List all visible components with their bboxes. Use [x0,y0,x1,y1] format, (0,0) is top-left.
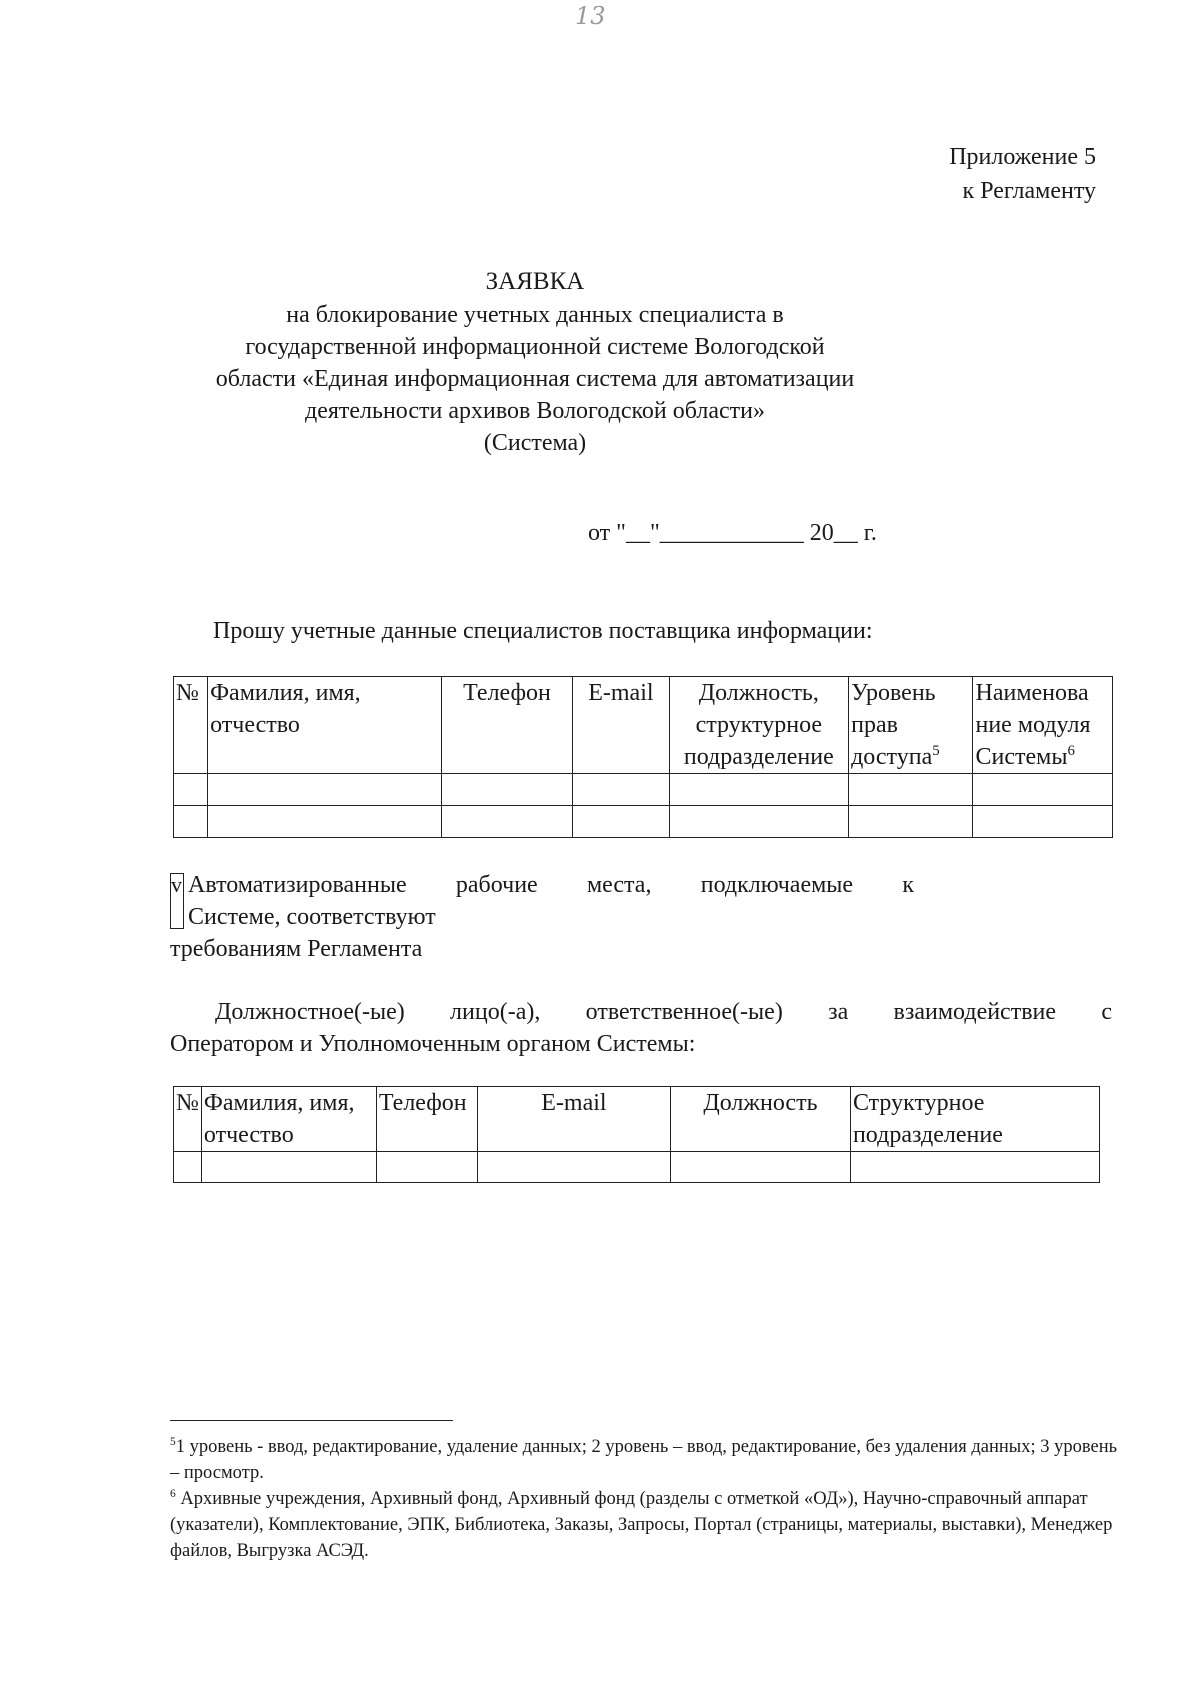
header-access-line-3 [851,741,970,773]
title-line-3: области «Единая информационная система для автоматизации [215,366,855,392]
header-module-line-2: ние модуля [975,712,1091,738]
footnotes [170,1434,1120,1564]
table-cell[interactable] [441,806,572,838]
header-position-department [669,677,849,774]
specialists-table [173,676,1113,838]
table-row [174,806,1113,838]
responsible-word: взаимодействие [893,999,1057,1025]
date-line: от "__"____________ 20__ г. [588,520,877,546]
header-module-line-3 [975,741,1110,773]
table-cell[interactable] [441,774,572,806]
table-cell[interactable] [849,774,973,806]
header-full-name-line-2: отчество [203,1122,294,1148]
header-position: Должность [670,1087,850,1152]
header-access-line-2: прав [851,712,898,738]
responsible-word: за [828,999,849,1025]
header-email: E-mail [477,1087,670,1152]
checkbox-word: к [902,872,914,898]
table-row [174,774,1113,806]
header-department-line-2: подразделение [852,1122,1003,1148]
table-cell[interactable] [670,1152,850,1183]
header-phone: Телефон [376,1087,477,1152]
responsible-word: ответственное(-ые) [585,999,783,1025]
header-module-line-1: Наименова [975,680,1089,706]
responsible-word: лицо(-а), [450,999,541,1025]
appendix-reference [949,140,1096,208]
table-cell[interactable] [208,806,442,838]
footnote-ref-6: 6 [1067,743,1075,759]
table-cell[interactable] [973,774,1113,806]
checkbox-word: подключаемые [700,872,854,898]
header-module-text: Системы [975,744,1068,770]
footnote-separator [170,1420,453,1421]
checkbox-word: рабочие [455,872,538,898]
table-cell[interactable] [201,1152,376,1183]
table-header-row [174,677,1113,774]
header-access-text: доступа [851,744,933,770]
checkbox-label-line-2: Системе, соответствуют [188,904,436,930]
header-email: E-mail [573,677,669,774]
footnote-ref-5: 5 [932,743,940,759]
title-line-2: государственной информационной системе Вологодской [245,334,825,360]
document-title [150,267,920,459]
footnote-5 [170,1434,1120,1486]
title-main: ЗАЯВКА [485,268,585,295]
header-department [850,1087,1099,1152]
table-cell[interactable] [174,806,208,838]
responsible-line-2: Оператором и Уполномоченным органом Системы: [170,1031,696,1057]
title-line-1: на блокирование учетных данных специалиста в [286,302,784,328]
responsible-word: с [1101,999,1112,1025]
appendix-line-1: Приложение 5 [949,144,1096,170]
header-number: № [174,677,208,774]
table-cell[interactable] [174,1152,202,1183]
handwritten-page-number: 13 [575,2,606,30]
title-line-5: (Система) [483,430,587,456]
footnote-mark-6: 6 [170,1487,176,1500]
table-cell[interactable] [573,806,669,838]
responsible-persons-paragraph [170,996,1112,1060]
footnote-6 [170,1486,1120,1564]
header-position-line-2: структурное [695,712,823,738]
checkbox-word: Автоматизированные [188,872,407,898]
header-access-level [849,677,973,774]
table-header-row [174,1087,1100,1152]
table-cell[interactable] [376,1152,477,1183]
footnote-mark-5: 5 [170,1435,176,1448]
responsible-line-1 [170,996,1112,1028]
table-cell[interactable] [208,774,442,806]
checkbox-word: места, [586,872,652,898]
header-position-line-3: подразделение [683,744,834,770]
header-full-name-line-1: Фамилия, имя, [210,680,361,706]
table-cell[interactable] [477,1152,670,1183]
table-cell[interactable] [174,774,208,806]
checkbox-label-line-3: требованиям Регламента [170,936,423,962]
header-department-line-1: Структурное [852,1090,985,1116]
footnote-6-text: Архивные учреждения, Архивный фонд, Архивный фонд (разделы с отметкой «ОД»), Научно-справочный аппарат (указатели), Комплектование, ЭПК, Библиотека, Заказы, Запросы, Портал (страницы, материалы, выставки), Менеджер файлов, Выгрузка АСЭД. [170,1489,1113,1561]
header-full-name [208,677,442,774]
appendix-line-2: к Регламенту [962,178,1096,204]
responsible-persons-table [173,1086,1100,1183]
table-cell[interactable] [973,806,1113,838]
responsible-word: Должностное(-ые) [215,999,405,1025]
checkbox-label-line-1 [188,869,914,901]
table-cell[interactable] [669,806,849,838]
header-full-name [201,1087,376,1152]
table-cell[interactable] [573,774,669,806]
header-phone: Телефон [441,677,572,774]
header-number: № [174,1087,202,1152]
header-module-name [973,677,1113,774]
table-cell[interactable] [849,806,973,838]
header-access-line-1: Уровень [851,680,936,706]
header-full-name-line-2: отчество [210,712,300,738]
header-position-line-1: Должность, [698,680,819,706]
request-intro: Прошу учетные данные специалистов поставщика информации: [213,618,873,644]
checkmark-icon: v [171,872,182,897]
footnote-5-text: 1 уровень - ввод, редактирование, удаление данных; 2 уровень – ввод, редактирование, без удаления данных; 3 уровень – просмотр. [170,1437,1118,1483]
table-cell[interactable] [850,1152,1099,1183]
title-line-4: деятельности архивов Вологодской области» [305,398,765,424]
header-full-name-line-1: Фамилия, имя, [203,1090,355,1116]
table-row [174,1152,1100,1183]
table-cell[interactable] [669,774,849,806]
